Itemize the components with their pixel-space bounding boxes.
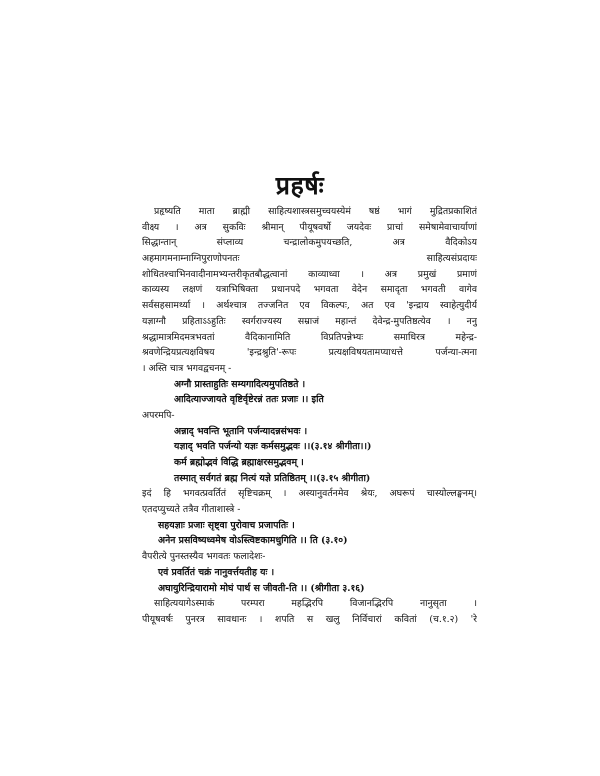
text-line: आदित्याज्जायते वृष्टिर्वृष्टेरन्नं ततः प्रजाः ।। इति <box>174 394 324 406</box>
text-line: शोधितश्चाभिनवादीनामभ्यन्तरीकृतबौद्धत्वानां काव्याध्वा । अत्र प्रमुखं प्रमाणं <box>142 268 477 280</box>
text-line: यज्ञाद् भवति पर्जन्यो यज्ञः कर्मसमुद्भवः ।।(३.१४ श्रीगीता।।) <box>174 441 372 453</box>
text-line: अपरमपि- <box>142 409 175 421</box>
text-line: अनेन प्रसविष्यध्वमेष वोऽस्त्विष्टकामधुगिति ।। ति (३.१०) <box>158 535 348 547</box>
text-line: कर्म ब्रह्मोद्भवं विद्धि ब्रह्माक्षरसमुद्भवम् । <box>174 457 304 468</box>
text-line: सहयज्ञाः प्रजाः सृष्ट्वा पुरोवाच प्रजापतिः । <box>158 519 295 531</box>
text-line: श्रवणेन्द्रियप्रत्यक्षविषय 'इन्द्रश्रुति'-रूपः प्रत्यक्षविषयतामप्याधत्ते पर्जन्या-त्मना <box>142 347 477 359</box>
text-line: सर्वसहसामर्थ्या । अर्थश्चात्र तज्जनित एव विकल्पः, अत एव 'इन्द्राय स्वाहेत्युदीर्य <box>142 300 477 312</box>
text-line: यज्ञाग्नौ प्रहिताऽऽहुतिः स्वर्गराज्यस्य सम्राजं महान्तं देवेन्द्र-मुपतिष्ठत्येव । ननु <box>142 315 477 327</box>
text-line: एवं प्रवर्तितं चक्रं नानुवर्त्तयतीह यः । <box>158 566 275 578</box>
text-line: पीयूषवर्षः पुनरत्र सावधानः । शपति स खलु निर्विचारां कवितां (च.१.२) 'रे <box>142 613 477 625</box>
body-text <box>142 204 477 628</box>
text-line: इदं हि भगवत्प्रवर्तितं सृष्टिचक्रम् । अस्यानुवर्तनमेव श्रेयः, अघरूपं चास्योल्लङ्घनम्। <box>142 488 477 500</box>
text-line: प्रहृष्यति माता ब्राह्मी साहित्यशास्त्रसमुच्चयस्येमं षष्ठं भागं मुद्रितप्रकाशितं <box>154 206 477 217</box>
text-line: अन्नाद् भवन्ति भूतानि पर्जन्यादन्नसंभवः । <box>174 425 308 437</box>
text-line: अग्नौ प्रास्ताहुतिः सम्यगादित्यमुपतिष्ठते । <box>174 378 306 390</box>
text-line: अघायुरिन्द्रियारामो मोघं पार्थ स जीवती-ति ।। (श्रीगीता ३.१६) <box>158 582 365 594</box>
text-line: वैपरीत्ये पुनस्तस्यैव भगवतः फलादेशः- <box>142 551 266 563</box>
text-line: एतदप्युच्यते तत्रैव गीताशास्त्रे - <box>142 504 241 516</box>
page-title: प्रहर्षः <box>275 171 325 200</box>
text-line: साहित्ययागेऽस्माकं परम्परा महद्भिरपि विजानद्भिरपि नानुसृता । <box>154 598 477 610</box>
text-line: । अस्ति चात्र भगवद्वचनम् - <box>142 362 232 374</box>
text-line: अहमागमनाम्नाग्निपुराणोपनतः साहित्यसंप्रदायः <box>142 253 477 265</box>
text-line: वीक्ष्य । अत्र सुकविः श्रीमान् पीयूषवर्षो जयदेवः प्राचां समेषामेवाचार्याणां <box>142 221 477 233</box>
text-line: सिद्धान्तान् संप्लाव्य चन्द्रालोकमुपयच्छति, अत्र वैदिकोऽय <box>142 237 477 249</box>
text-line: तस्मात् सर्वगतं ब्रह्म नित्यं यज्ञे प्रतिष्ठितम् ।।(३.१५ श्रीगीता) <box>174 472 371 484</box>
text-line: श्रद्धामात्रमिदमत्रभवतां वैदिकानामिति विप्रतिपन्नेभ्यः समाधिरत्र महेन्द्र- <box>142 331 477 343</box>
text-line: काव्यस्य लक्षणं यत्राभिषिक्ता प्रधानपदे भगवता वेदेन समादृता भगवती वागेव <box>142 284 477 296</box>
